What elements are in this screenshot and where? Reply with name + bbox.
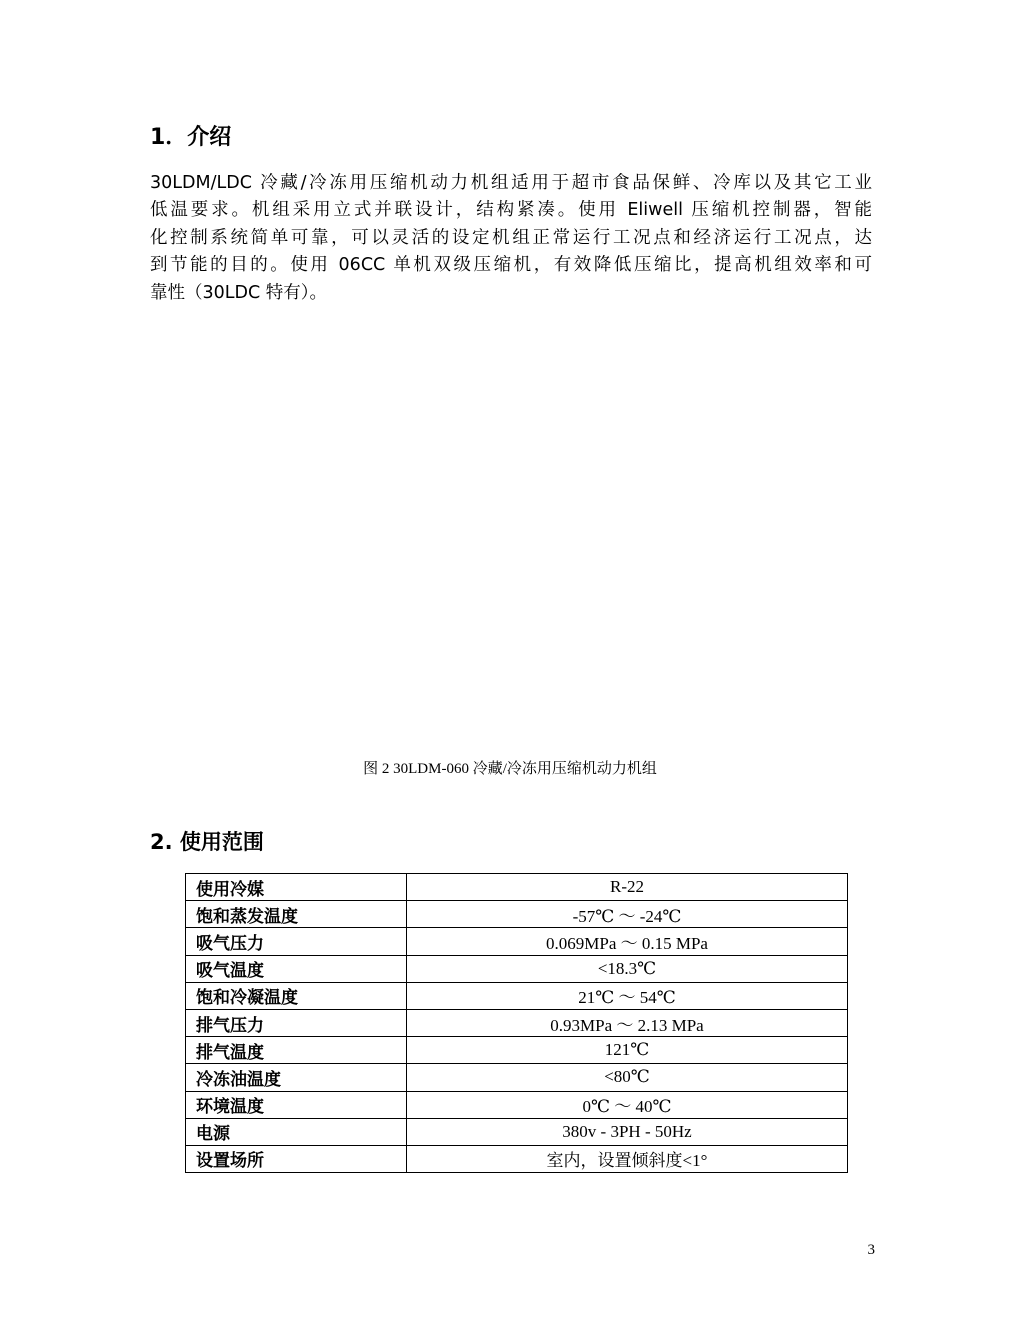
- spec-label: 冷冻油温度: [186, 1064, 407, 1091]
- spec-label: 排气温度: [186, 1037, 407, 1064]
- spec-table: [185, 873, 848, 1173]
- spec-value: -57℃ ～ -24℃: [407, 901, 848, 928]
- intro-line: 靠性（30LDC 特有）。: [150, 282, 328, 303]
- table-row: [186, 874, 848, 901]
- table-row: [186, 955, 848, 982]
- intro-line: 到节能的目的。使用 06CC 单机双级压缩机，有效降低压缩比，提高机组效率和可: [150, 255, 872, 276]
- spec-value: 0℃ ～ 40℃: [407, 1091, 848, 1118]
- spec-label: 排气压力: [186, 1009, 407, 1036]
- figure-caption: 图 2 30LDM-060 冷藏/冷冻用压缩机动力机组: [363, 761, 657, 777]
- section-1-heading: 1．介绍: [150, 125, 232, 150]
- spec-value: 室内，设置倾斜度<1°: [407, 1145, 848, 1172]
- spec-value: 21℃ ～ 54℃: [407, 982, 848, 1009]
- table-row: [186, 1037, 848, 1064]
- spec-value: 0.93MPa ～ 2.13 MPa: [407, 1009, 848, 1036]
- spec-value: 380v - 3PH - 50Hz: [407, 1118, 848, 1145]
- spec-label: 吸气压力: [186, 928, 407, 955]
- intro-line: 化控制系统简单可靠，可以灵活的设定机组正常运行工况点和经济运行工况点，达: [150, 227, 872, 248]
- table-row: [186, 1145, 848, 1172]
- table-row: [186, 1064, 848, 1091]
- figure-placeholder: [150, 320, 872, 740]
- table-row: [186, 901, 848, 928]
- spec-label: 环境温度: [186, 1091, 407, 1118]
- table-row: [186, 1118, 848, 1145]
- spec-label: 吸气温度: [186, 955, 407, 982]
- intro-paragraph: [150, 170, 872, 307]
- intro-line: 30LDM/LDC 冷藏/冷冻用压缩机动力机组适用于超市食品保鲜、冷库以及其它工业: [150, 173, 872, 193]
- intro-line: 低温要求。机组采用立式并联设计，结构紧凑。使用 Eliwell 压缩机控制器，智能: [150, 200, 872, 221]
- spec-value: <80℃: [407, 1064, 848, 1091]
- table-row: [186, 1091, 848, 1118]
- table-row: [186, 982, 848, 1009]
- spec-label: 电源: [186, 1118, 407, 1145]
- page-number: 3: [867, 1242, 875, 1258]
- table-row: [186, 928, 848, 955]
- section-2-heading: 2. 使用范围: [150, 830, 264, 854]
- spec-value: 121℃: [407, 1037, 848, 1064]
- spec-label: 设置场所: [186, 1145, 407, 1172]
- spec-label: 饱和蒸发温度: [186, 901, 407, 928]
- spec-value: <18.3℃: [407, 955, 848, 982]
- table-row: [186, 1009, 848, 1036]
- spec-value: 0.069MPa ～ 0.15 MPa: [407, 928, 848, 955]
- spec-value: R-22: [407, 874, 848, 901]
- spec-label: 使用冷媒: [186, 874, 407, 901]
- spec-label: 饱和冷凝温度: [186, 982, 407, 1009]
